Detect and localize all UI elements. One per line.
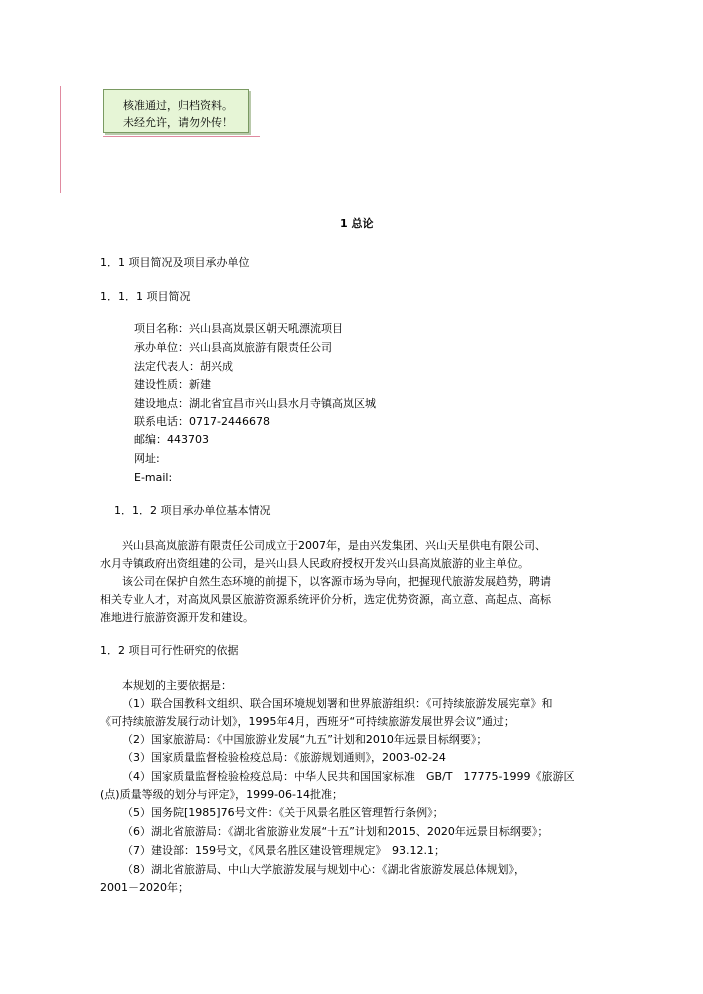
- company-para-1-line-1: 兴山县高岚旅游有限责任公司成立于2007年，是由兴发集团、兴山天星供电有限公司、: [122, 539, 546, 552]
- section-heading-1-1: 1．1 项目简况及项目承办单位: [100, 256, 250, 269]
- basis-intro: 本规划的主要依据是：: [122, 679, 232, 692]
- project-name: 项目名称：兴山县高岚景区朝天吼漂流项目: [134, 322, 343, 335]
- construction-nature: 建设性质：新建: [134, 378, 211, 391]
- basis-item: （5）国务院[1985]76号文件：《关于风景名胜区管理暂行条例》；: [122, 806, 444, 819]
- basis-item: （7）建设部：159号文，《风景名胜区建设管理规定》 93.12.1；: [122, 844, 445, 857]
- postcode: 邮编：443703: [134, 433, 209, 446]
- margin-line: [60, 86, 61, 193]
- chapter-title: 1 总论: [340, 217, 374, 230]
- basis-item: (点)质量等级的划分与评定》，1999-06-14批准；: [100, 788, 344, 801]
- basis-item: （8）湖北省旅游局、中山大学旅游发展与规划中心：《湖北省旅游发展总体规划》，: [122, 863, 525, 876]
- company-para-2-line-1: 该公司在保护自然生态环境的前提下，以客源市场为导向，把握现代旅游发展趋势，聘请: [122, 575, 551, 588]
- company-para-1-line-2: 水月寺镇政府出资组建的公司，是兴山县人民政府授权开发兴山县高岚旅游的业主单位。: [100, 557, 529, 570]
- organizer: 承办单位：兴山县高岚旅游有限责任公司: [134, 341, 332, 354]
- basis-item: 2001－2020年；: [100, 881, 189, 894]
- stamp-line-2: 未经允许，请勿外传！: [123, 116, 233, 129]
- section-heading-1-1-2: 1．1．2 项目承办单位基本情况: [114, 504, 271, 517]
- basis-item: （1）联合国教科文组织、联合国环境规划署和世界旅游组织：《可持续旅游发展宪章》和: [122, 697, 553, 710]
- archive-stamp: [103, 89, 249, 133]
- basis-item: （4）国家质量监督检验检疫总局：中华人民共和国国家标准 GB/T 17775-1999《旅游区: [122, 770, 575, 783]
- construction-location: 建设地点：湖北省宜昌市兴山县水月寺镇高岚区城: [134, 397, 376, 410]
- section-heading-1-1-1: 1．1．1 项目简况: [100, 290, 191, 303]
- section-heading-1-2: 1．2 项目可行性研究的依据: [100, 644, 239, 657]
- email: E-mail:: [134, 471, 173, 484]
- website: 网址:: [134, 452, 160, 465]
- stamp-underline: [103, 136, 260, 137]
- company-para-2-line-3: 准地进行旅游资源开发和建设。: [100, 611, 254, 624]
- basis-item: （6）湖北省旅游局：《湖北省旅游业发展“十五”计划和2015、2020年远景目标纲要》；: [122, 825, 549, 838]
- contact-phone: 联系电话：0717-2446678: [134, 415, 270, 428]
- legal-representative: 法定代表人：胡兴成: [134, 360, 233, 373]
- basis-item: （2）国家旅游局：《中国旅游业发展“九五”计划和2010年远景目标纲要》；: [122, 733, 488, 746]
- basis-item: 《可持续旅游发展行动计划》，1995年4月，西班牙“可持续旅游发展世界会议”通过；: [100, 715, 515, 728]
- company-para-2-line-2: 相关专业人才，对高岚风景区旅游资源系统评价分析，选定优势资源，高立意、高起点、高标: [100, 593, 551, 606]
- stamp-line-1: 核准通过，归档资料。: [123, 99, 233, 112]
- basis-item: （3）国家质量监督检验检疫总局：《旅游规划通则》，2003-02-24: [122, 751, 446, 764]
